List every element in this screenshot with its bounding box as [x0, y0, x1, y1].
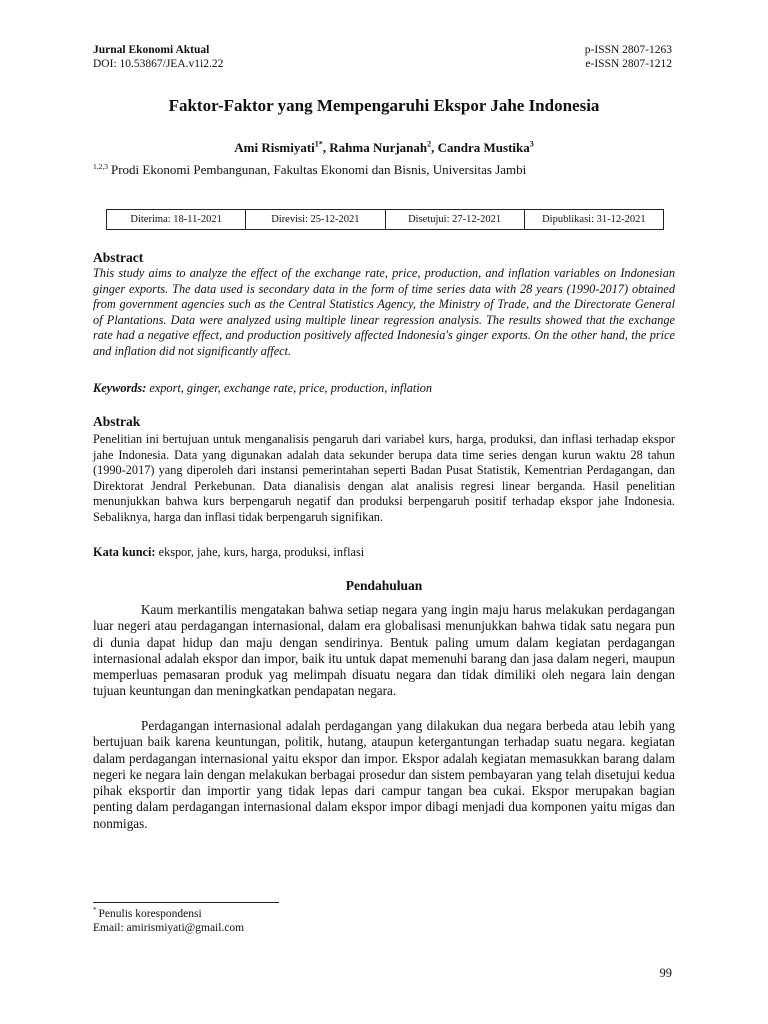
introduction-paragraph-2: Perdagangan internasional adalah perdagangan yang dilakukan dua negara berbeda atau lebih yang bertujuan baik karena keuntungan, politik, hutang, ataupun ketergantungan terhadap suatu negara. kegiatan dalam perdagangan internasional yaitu ekspor dan impor. Ekspor adalah kegiatan memasukkan barang dalam negeri ke negara lain dengan melakukan berbagai prosedur dan sistem pembayaran yang telah disetujui kedua pihak eksportir dan importir yang tidak lepas dari campur tangan bea cukai. Ekspor merupakan bagian penting dalam perdagangan internasional dalam ekspor impor dibagi menjadi dua komponen yaitu migas dan nonmigas. — [93, 718, 675, 831]
author-sup: 2 — [427, 139, 432, 149]
author-sep: , — [431, 140, 438, 155]
journal-header-left — [93, 43, 223, 71]
abstract-heading: Abstract — [93, 250, 144, 265]
journal-header-right — [585, 43, 672, 71]
keywords — [93, 381, 675, 396]
kata-kunci-label: Kata kunci: — [93, 545, 156, 559]
footnote — [93, 907, 244, 935]
kata-kunci-text: ekspor, jahe, kurs, harga, produksi, inflasi — [155, 545, 365, 559]
date-accepted: Disetujui: 27-12-2021 — [386, 210, 525, 229]
affiliation-text: Prodi Ekonomi Pembangunan, Fakultas Ekonomi dan Bisnis, Universitas Jambi — [111, 162, 527, 177]
footnote-marker: * — [93, 906, 97, 915]
doi: DOI: 10.53867/JEA.v1i2.22 — [93, 58, 224, 70]
introduction-paragraph-1: Kaum merkantilis mengatakan bahwa setiap negara yang ingin maju harus melakukan perdagangan luar negeri atau perdagangan internasional, dalam era globalisasi menunjukkan bahwa tidak satu negara pun di dunia dapat hidup dan maju dengan sendirinya. Bentuk paling umum dalam kegiatan perdagangan internasional adalah ekspor dan impor, baik itu untuk dapat memenuhi barang dan jasa dalam negeri, maupun memperluas pemasaran produk yag melimpah disuatu negara dan tidak dimiliki oleh negara lain dengan tujuan keuntungan dan meningkatkan pendapatan negara. — [93, 602, 675, 699]
p-issn: p-ISSN 2807-1263 — [584, 44, 672, 56]
author-sup: 3 — [529, 139, 534, 149]
affiliation-sup: 1,2,3 — [93, 161, 108, 171]
author-name: Rahma Nurjanah — [329, 140, 428, 155]
author-list — [0, 140, 768, 156]
keywords-text: export, ginger, exchange rate, price, production, inflation — [146, 381, 433, 395]
abstrak-text: Penelitian ini bertujuan untuk menganalisis pengaruh dari variabel kurs, harga, produksi, dan inflasi terhadap ekspor jahe Indonesia. Data yang digunakan adalah data sekunder berupa data time series dengan kurun waktu 28 tahun (1990-2017) yang diperoleh dari instansi pemerintahan seperti Badan Pusat Statistik, Kementrian Perdagangan, dan Direktorat Jendral Perkebunan. Data dianalisis dengan alat analisis regresi linear berganda. Hasil penelitian menunjukkan bahwa kurs berpengaruh negatif dan produksi berpengaruh positif terhadap ekspor jahe Indonesia. Sebaliknya, harga dan inflasi tidak berpengaruh signifikan. — [93, 432, 675, 524]
abstract-text: This study aims to analyze the effect of the exchange rate, price, production, and inflation variables on Indonesian ginger exports. The data used is secondary data in the form of time series data with 28 years (1990-2017) obtained from government agencies such as the Central Statistics Agency, the Ministry of Trade, and the Directorate General of Plantations. Data were analyzed using multiple linear regression analysis. The results showed that the exchange rate had a negative effect, and production positively affected Indonesia's ginger exports. On the other hand, the price and inflation did not significantly affect. — [93, 266, 675, 358]
author-sep: , — [322, 140, 330, 155]
author-name: Candra Mustika — [437, 140, 530, 155]
kata-kunci — [93, 545, 675, 560]
author-name: Ami Rismiyati — [234, 140, 315, 155]
page-number: 99 — [659, 966, 672, 980]
author-sup: 1* — [314, 139, 323, 149]
date-revised: Direvisi: 25-12-2021 — [246, 210, 385, 229]
date-published: Dipublikasi: 31-12-2021 — [542, 214, 646, 225]
affiliation — [93, 162, 526, 178]
e-issn: e-ISSN 2807-1212 — [585, 58, 672, 70]
footnote-email: Email: amirismiyati@gmail.com — [93, 922, 245, 934]
footnote-corresponding: Penulis korespondensi — [98, 908, 202, 920]
keywords-label: Keywords: — [93, 381, 147, 395]
abstrak-heading: Abstrak — [93, 414, 141, 429]
date-received: Diterima: 18-11-2021 — [107, 210, 246, 229]
journal-name: Jurnal Ekonomi Aktual — [93, 44, 210, 56]
introduction-heading: Pendahuluan — [345, 578, 423, 593]
article-title: Faktor-Faktor yang Mempengaruhi Ekspor Jahe Indonesia — [168, 96, 600, 115]
dates-box — [106, 209, 664, 230]
footnote-divider — [93, 902, 279, 903]
